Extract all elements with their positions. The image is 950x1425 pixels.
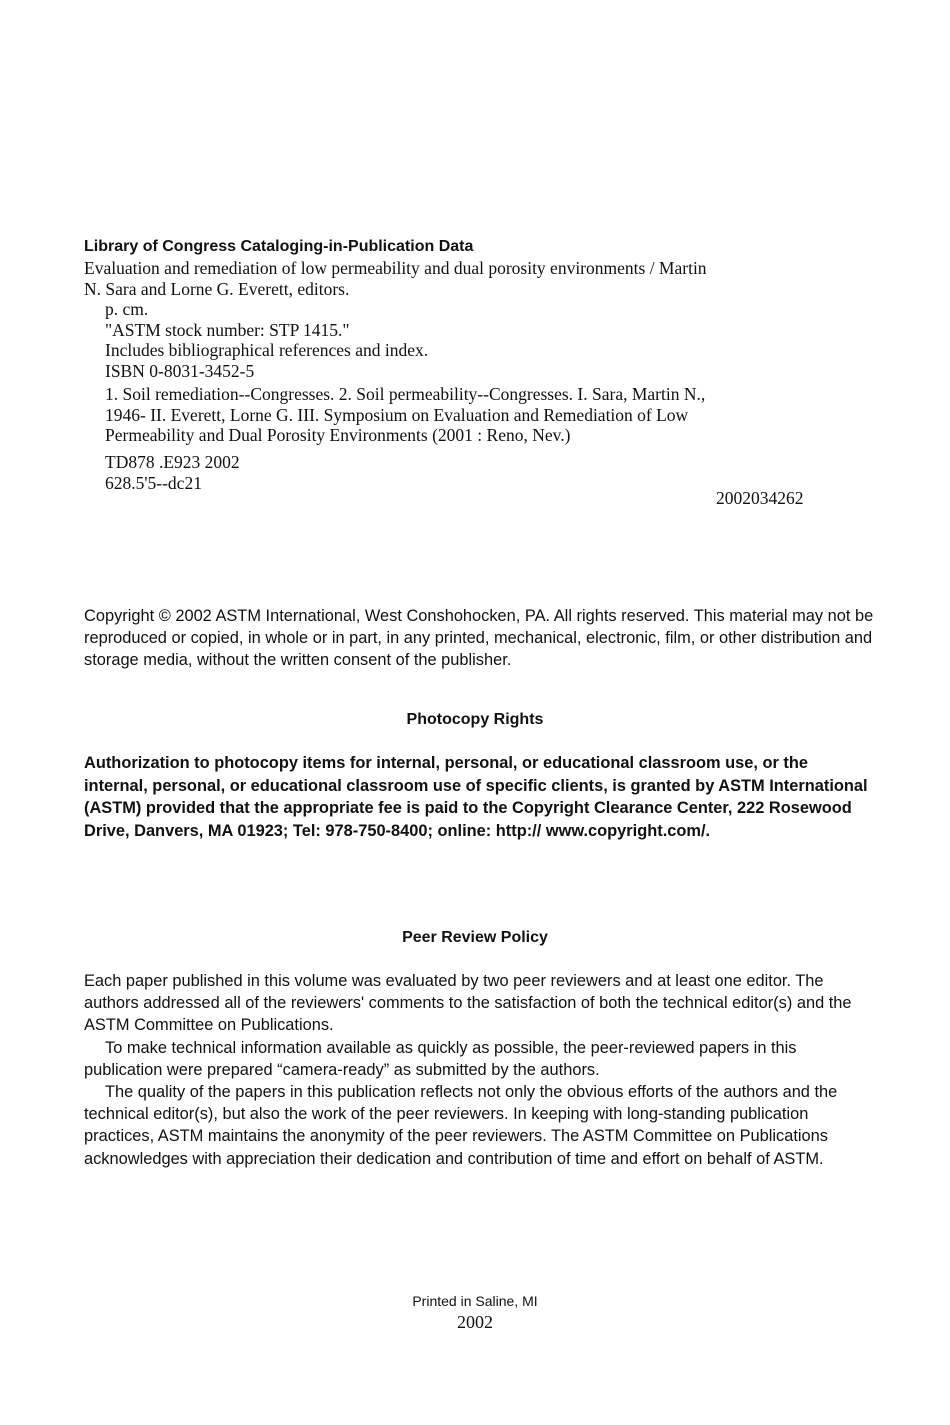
cip-subjects-line-2: 1946- II. Everett, Lorne G. III. Symposium on Evaluation and Remediation of Low	[105, 404, 689, 425]
peer-review-body	[84, 970, 874, 1170]
peer-review-paragraph-1: Each paper published in this volume was evaluated by two peer reviewers and at least one editor. The authors addressed all of the reviewers' comments to the satisfaction of both the technical editor(s) and the ASTM Committee on Publications.	[84, 972, 852, 1035]
cip-title-line-2: N. Sara and Lorne G. Everett, editors.	[84, 278, 350, 299]
cip-subjects-line-3: Permeability and Dual Porosity Environments (2001 : Reno, Nev.)	[105, 425, 571, 445]
cip-stock-number: "ASTM stock number: STP 1415."	[105, 319, 350, 340]
dewey-number: 628.5'5--dc21	[105, 473, 202, 493]
peer-review-paragraph-2: To make technical information available as quickly as possible, the peer-reviewed papers in this publication were prepared “camera-ready” as submitted by the authors.	[84, 1038, 797, 1079]
lc-call-number: TD878 .E923 2002	[105, 452, 240, 472]
cip-title-line-1: Evaluation and remediation of low permeability and dual porosity environments / Martin	[84, 258, 707, 278]
photocopy-rights-body: Authorization to photocopy items for internal, personal, or educational classroom use, or the internal, personal, or educational classroom use of specific clients, is granted by ASTM International (ASTM) provided that the appropriate fee is paid to the Copyright Clearance Center, 222 Rosewood Drive, Danvers, MA 01923; Tel: 978-750-8400; online: http:// www.copyright.com/.	[84, 754, 868, 840]
call-numbers	[105, 452, 240, 494]
cip-record	[84, 258, 844, 446]
photocopy-rights-title: Photocopy Rights	[406, 711, 544, 728]
lccn: 2002034262	[716, 488, 804, 508]
cip-isbn: ISBN 0-8031-3452-5	[105, 360, 255, 381]
cip-includes: Includes bibliographical references and index.	[105, 340, 429, 360]
cip-subjects-line-1: 1. Soil remediation--Congresses. 2. Soil permeability--Congresses. I. Sara, Martin N.,	[105, 384, 706, 404]
cip-pagination: p. cm.	[105, 299, 149, 319]
printed-location: Printed in Saline, MI	[412, 1293, 538, 1309]
peer-review-title: Peer Review Policy	[402, 929, 548, 946]
print-year: 2002	[457, 1312, 493, 1332]
copyright-notice: Copyright © 2002 ASTM International, West Conshohocken, PA. All rights reserved. This material may not be reproduced or copied, in whole or in part, in any printed, mechanical, electronic, film, or other distribution and storage media, without the written consent of the publisher.	[84, 607, 874, 670]
cip-heading: Library of Congress Cataloging-in-Publication Data	[84, 238, 474, 255]
peer-review-paragraph-3: The quality of the papers in this publication reflects not only the obvious efforts of the authors and the technical editor(s), but also the work of the peer reviewers. In keeping with long-standing publication practices, ASTM maintains the anonymity of the peer reviewers. The ASTM Committee on Publications acknowledges with appreciation their dedication and contribution of time and effort on behalf of ASTM.	[84, 1083, 838, 1168]
